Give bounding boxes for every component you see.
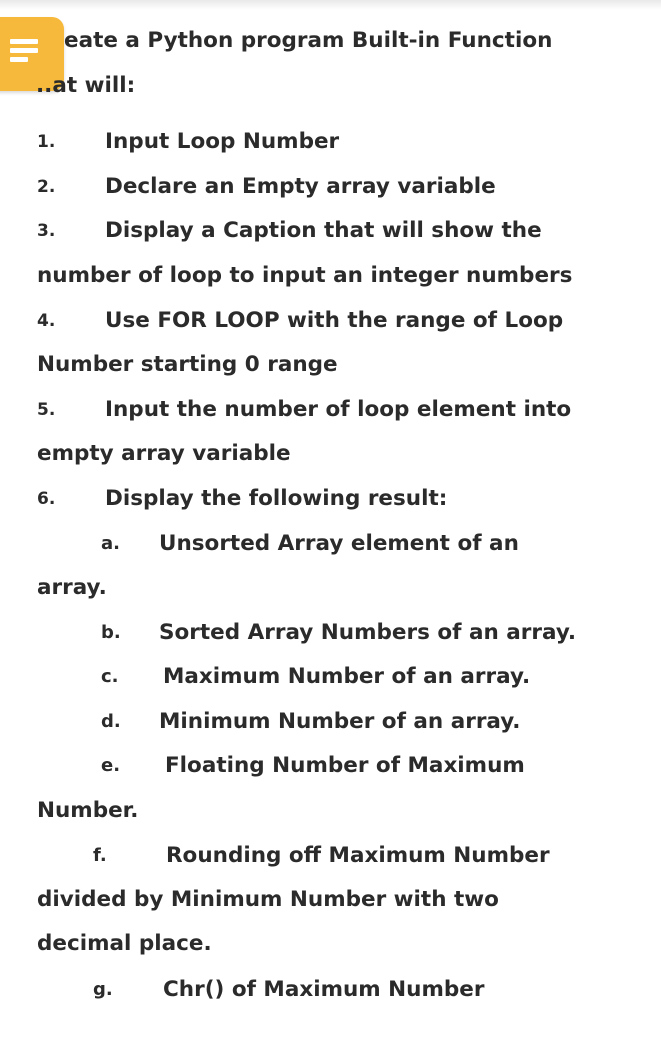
item-text: Display the following result: xyxy=(105,486,448,511)
item-number: 2. xyxy=(37,177,56,197)
sub-item-letter: a. xyxy=(101,533,120,554)
sub-item-text: Floating Number of Maximum xyxy=(165,753,525,778)
sub-list-item xyxy=(37,618,653,648)
sub-list-item xyxy=(37,529,653,559)
document-subtitle: ..at will: xyxy=(36,73,136,98)
item-number: 4. xyxy=(37,311,56,331)
document-title: eate a Python program Built-in Function xyxy=(64,28,553,53)
item-number: 1. xyxy=(37,132,56,152)
sub-list-item-continuation: Number. xyxy=(37,798,139,823)
top-divider xyxy=(0,0,661,10)
list-item-continuation: number of loop to input an integer numbers xyxy=(37,263,573,288)
list-item xyxy=(37,172,653,202)
item-number: 5. xyxy=(37,400,56,420)
list-item xyxy=(37,216,653,246)
sub-list-item-continuation: divided by Minimum Number with two xyxy=(37,887,499,912)
sub-item-text: Sorted Array Numbers of an array. xyxy=(159,620,577,645)
list-item xyxy=(37,127,653,157)
item-text: Use FOR LOOP with the range of Loop xyxy=(105,308,564,333)
sub-item-text: Chr() of Maximum Number xyxy=(163,977,485,1002)
list-item xyxy=(37,395,653,425)
list-item-continuation: Number starting 0 range xyxy=(37,352,338,377)
sub-list-item-continuation: array. xyxy=(37,575,107,600)
item-number: 6. xyxy=(37,489,56,509)
sub-item-text: Maximum Number of an array. xyxy=(163,664,531,689)
item-text: Display a Caption that will show the xyxy=(105,218,542,243)
sub-list-item xyxy=(37,662,653,692)
sub-list-item-continuation: decimal place. xyxy=(37,931,212,956)
item-text: Declare an Empty array variable xyxy=(105,174,496,199)
sub-item-text: Unsorted Array element of an xyxy=(159,531,519,556)
sub-list-item xyxy=(37,975,653,1005)
sub-list-item xyxy=(37,751,653,781)
item-text: Input Loop Number xyxy=(105,129,340,154)
list-item xyxy=(37,484,653,514)
sub-item-letter: g. xyxy=(93,979,113,1000)
sub-item-letter: f. xyxy=(93,845,107,866)
list-item xyxy=(37,306,653,336)
sub-item-letter: e. xyxy=(101,755,121,776)
sub-item-text: Minimum Number of an array. xyxy=(159,709,521,734)
sub-list-item xyxy=(37,841,653,871)
sub-item-letter: d. xyxy=(101,711,121,732)
item-number: 3. xyxy=(37,221,56,241)
sub-list-item xyxy=(37,707,653,737)
sub-item-text: Rounding off Maximum Number xyxy=(166,843,550,868)
sub-item-letter: b. xyxy=(101,622,121,643)
sub-item-letter: c. xyxy=(101,666,119,687)
list-item-continuation: empty array variable xyxy=(37,441,291,466)
item-text: Input the number of loop element into xyxy=(105,397,572,422)
